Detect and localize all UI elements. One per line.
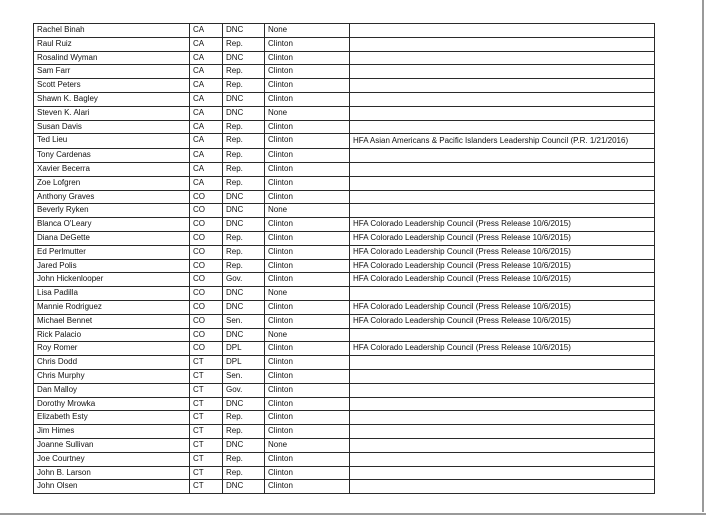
endorsement-cell: Clinton — [265, 273, 350, 287]
state-cell: CO — [190, 314, 223, 328]
role-cell: DPL — [223, 342, 265, 356]
name-cell: Chris Murphy — [34, 369, 190, 383]
role-cell: DNC — [223, 397, 265, 411]
table-row — [34, 204, 655, 218]
state-cell: CA — [190, 92, 223, 106]
endorsement-cell: None — [265, 24, 350, 38]
note-cell — [350, 65, 655, 79]
state-cell: CT — [190, 425, 223, 439]
endorsement-cell: Clinton — [265, 162, 350, 176]
note-cell: HFA Colorado Leadership Council (Press Release 10/6/2015) — [350, 342, 655, 356]
state-cell: CT — [190, 452, 223, 466]
state-cell: CO — [190, 342, 223, 356]
name-cell: Scott Peters — [34, 79, 190, 93]
endorsement-cell: Clinton — [265, 231, 350, 245]
name-cell: Elizabeth Esty — [34, 411, 190, 425]
state-cell: CA — [190, 106, 223, 120]
state-cell: CO — [190, 204, 223, 218]
name-cell: Rachel Binah — [34, 24, 190, 38]
name-cell: Ted Lieu — [34, 134, 190, 149]
note-cell: HFA Colorado Leadership Council (Press Release 10/6/2015) — [350, 259, 655, 273]
table-row — [34, 65, 655, 79]
table-row — [34, 245, 655, 259]
role-cell: DNC — [223, 300, 265, 314]
endorsement-cell: Clinton — [265, 51, 350, 65]
state-cell: CT — [190, 356, 223, 370]
table-row — [34, 356, 655, 370]
table-row — [34, 218, 655, 232]
table-row — [34, 149, 655, 163]
endorsement-cell: None — [265, 204, 350, 218]
state-cell: CO — [190, 245, 223, 259]
note-cell — [350, 149, 655, 163]
note-cell: HFA Asian Americans & Pacific Islanders Leadership Council (P.R. 1/21/2016) — [350, 134, 655, 149]
name-cell: Diana DeGette — [34, 231, 190, 245]
endorsement-cell: Clinton — [265, 176, 350, 190]
role-cell: Rep. — [223, 231, 265, 245]
name-cell: Xavier Becerra — [34, 162, 190, 176]
endorsement-cell: Clinton — [265, 245, 350, 259]
endorsement-cell: Clinton — [265, 300, 350, 314]
state-cell: CO — [190, 287, 223, 301]
endorsement-cell: Clinton — [265, 65, 350, 79]
name-cell: Roy Romer — [34, 342, 190, 356]
table-row — [34, 79, 655, 93]
endorsement-cell: Clinton — [265, 259, 350, 273]
endorsement-cell: Clinton — [265, 218, 350, 232]
table-row — [34, 51, 655, 65]
note-cell: HFA Colorado Leadership Council (Press Release 10/6/2015) — [350, 218, 655, 232]
state-cell: CA — [190, 65, 223, 79]
table-row — [34, 92, 655, 106]
state-cell: CT — [190, 438, 223, 452]
role-cell: DNC — [223, 204, 265, 218]
note-cell — [350, 356, 655, 370]
state-cell: CO — [190, 300, 223, 314]
note-cell — [350, 328, 655, 342]
note-cell — [350, 204, 655, 218]
name-cell: Joanne Sullivan — [34, 438, 190, 452]
name-cell: Beverly Ryken — [34, 204, 190, 218]
role-cell: DNC — [223, 24, 265, 38]
table-row — [34, 162, 655, 176]
name-cell: John B. Larson — [34, 466, 190, 480]
role-cell: Rep. — [223, 149, 265, 163]
role-cell: Rep. — [223, 452, 265, 466]
table-row — [34, 37, 655, 51]
state-cell: CT — [190, 466, 223, 480]
name-cell: Jared Polis — [34, 259, 190, 273]
name-cell: Mannie Rodriguez — [34, 300, 190, 314]
state-cell: CA — [190, 24, 223, 38]
note-cell: HFA Colorado Leadership Council (Press Release 10/6/2015) — [350, 273, 655, 287]
state-cell: CA — [190, 162, 223, 176]
note-cell — [350, 397, 655, 411]
name-cell: Michael Bennet — [34, 314, 190, 328]
role-cell: Rep. — [223, 425, 265, 439]
name-cell: Tony Cardenas — [34, 149, 190, 163]
endorsement-cell: Clinton — [265, 411, 350, 425]
endorsement-cell: Clinton — [265, 356, 350, 370]
endorsement-cell: Clinton — [265, 425, 350, 439]
endorsement-cell: Clinton — [265, 37, 350, 51]
state-cell: CT — [190, 397, 223, 411]
state-cell: CO — [190, 259, 223, 273]
state-cell: CA — [190, 37, 223, 51]
role-cell: DPL — [223, 356, 265, 370]
table-row — [34, 452, 655, 466]
role-cell: DNC — [223, 190, 265, 204]
role-cell: DNC — [223, 218, 265, 232]
table-row — [34, 466, 655, 480]
name-cell: Zoe Lofgren — [34, 176, 190, 190]
name-cell: Chris Dodd — [34, 356, 190, 370]
endorsement-cell: Clinton — [265, 92, 350, 106]
role-cell: Sen. — [223, 314, 265, 328]
state-cell: CT — [190, 369, 223, 383]
note-cell: HFA Colorado Leadership Council (Press Release 10/6/2015) — [350, 245, 655, 259]
name-cell: Joe Courtney — [34, 452, 190, 466]
note-cell — [350, 438, 655, 452]
name-cell: Lisa Padilla — [34, 287, 190, 301]
role-cell: Rep. — [223, 65, 265, 79]
table-row — [34, 369, 655, 383]
note-cell — [350, 452, 655, 466]
note-cell: HFA Colorado Leadership Council (Press Release 10/6/2015) — [350, 314, 655, 328]
note-cell: HFA Colorado Leadership Council (Press Release 10/6/2015) — [350, 300, 655, 314]
name-cell: Jim Himes — [34, 425, 190, 439]
state-cell: CO — [190, 190, 223, 204]
table-row — [34, 134, 655, 149]
note-cell — [350, 24, 655, 38]
state-cell: CO — [190, 328, 223, 342]
table-row — [34, 328, 655, 342]
endorsement-table — [33, 23, 655, 494]
endorsement-cell: Clinton — [265, 369, 350, 383]
role-cell: Rep. — [223, 245, 265, 259]
note-cell — [350, 162, 655, 176]
endorsement-cell: None — [265, 328, 350, 342]
state-cell: CT — [190, 383, 223, 397]
state-cell: CA — [190, 51, 223, 65]
endorsement-cell: Clinton — [265, 342, 350, 356]
role-cell: Rep. — [223, 37, 265, 51]
note-cell — [350, 51, 655, 65]
note-cell — [350, 287, 655, 301]
table-row — [34, 24, 655, 38]
table-row — [34, 287, 655, 301]
name-cell: Ed Perlmutter — [34, 245, 190, 259]
state-cell: CA — [190, 79, 223, 93]
role-cell: Rep. — [223, 176, 265, 190]
state-cell: CT — [190, 480, 223, 494]
note-cell — [350, 37, 655, 51]
endorsement-cell: None — [265, 438, 350, 452]
name-cell: John Olsen — [34, 480, 190, 494]
note-cell — [350, 369, 655, 383]
table-row — [34, 425, 655, 439]
role-cell: Rep. — [223, 411, 265, 425]
role-cell: DNC — [223, 328, 265, 342]
note-cell — [350, 411, 655, 425]
state-cell: CO — [190, 273, 223, 287]
role-cell: Rep. — [223, 79, 265, 93]
name-cell: Dorothy Mrowka — [34, 397, 190, 411]
name-cell: Anthony Graves — [34, 190, 190, 204]
endorsement-cell: Clinton — [265, 120, 350, 134]
state-cell: CT — [190, 411, 223, 425]
name-cell: Rosalind Wyman — [34, 51, 190, 65]
state-cell: CA — [190, 176, 223, 190]
name-cell: Sam Farr — [34, 65, 190, 79]
note-cell — [350, 190, 655, 204]
state-cell: CO — [190, 218, 223, 232]
note-cell — [350, 120, 655, 134]
note-cell: HFA Colorado Leadership Council (Press Release 10/6/2015) — [350, 231, 655, 245]
page-edge-bottom — [0, 513, 706, 515]
table-row — [34, 190, 655, 204]
state-cell: CA — [190, 149, 223, 163]
role-cell: Sen. — [223, 369, 265, 383]
role-cell: DNC — [223, 287, 265, 301]
note-cell — [350, 480, 655, 494]
role-cell: Rep. — [223, 134, 265, 149]
role-cell: DNC — [223, 480, 265, 494]
endorsement-cell: None — [265, 287, 350, 301]
role-cell: Rep. — [223, 259, 265, 273]
table-row — [34, 259, 655, 273]
role-cell: Rep. — [223, 120, 265, 134]
endorsement-table-body — [34, 24, 655, 494]
role-cell: DNC — [223, 51, 265, 65]
role-cell: Gov. — [223, 273, 265, 287]
name-cell: Shawn K. Bagley — [34, 92, 190, 106]
note-cell — [350, 79, 655, 93]
table-row — [34, 314, 655, 328]
note-cell — [350, 106, 655, 120]
endorsement-cell: Clinton — [265, 397, 350, 411]
endorsement-cell: Clinton — [265, 149, 350, 163]
endorsement-cell: Clinton — [265, 134, 350, 149]
name-cell: Steven K. Alari — [34, 106, 190, 120]
table-row — [34, 106, 655, 120]
page-edge-right — [702, 0, 704, 512]
endorsement-cell: Clinton — [265, 190, 350, 204]
state-cell: CA — [190, 120, 223, 134]
endorsement-cell: Clinton — [265, 480, 350, 494]
state-cell: CA — [190, 134, 223, 149]
table-row — [34, 120, 655, 134]
name-cell: Dan Malloy — [34, 383, 190, 397]
table-row — [34, 397, 655, 411]
table-row — [34, 231, 655, 245]
note-cell — [350, 92, 655, 106]
table-row — [34, 300, 655, 314]
role-cell: DNC — [223, 438, 265, 452]
table-row — [34, 411, 655, 425]
endorsement-cell: Clinton — [265, 383, 350, 397]
endorsement-cell: Clinton — [265, 314, 350, 328]
role-cell: Rep. — [223, 466, 265, 480]
role-cell: DNC — [223, 92, 265, 106]
table-row — [34, 176, 655, 190]
note-cell — [350, 176, 655, 190]
name-cell: Blanca O'Leary — [34, 218, 190, 232]
note-cell — [350, 466, 655, 480]
table-row — [34, 438, 655, 452]
name-cell: Raul Ruiz — [34, 37, 190, 51]
endorsement-cell: Clinton — [265, 466, 350, 480]
role-cell: DNC — [223, 106, 265, 120]
table-row — [34, 383, 655, 397]
note-cell — [350, 425, 655, 439]
note-cell — [350, 383, 655, 397]
endorsement-cell: None — [265, 106, 350, 120]
table-row — [34, 480, 655, 494]
name-cell: Rick Palacio — [34, 328, 190, 342]
role-cell: Rep. — [223, 162, 265, 176]
name-cell: John Hickenlooper — [34, 273, 190, 287]
table-row — [34, 273, 655, 287]
name-cell: Susan Davis — [34, 120, 190, 134]
endorsement-cell: Clinton — [265, 79, 350, 93]
table-row — [34, 342, 655, 356]
role-cell: Gov. — [223, 383, 265, 397]
state-cell: CO — [190, 231, 223, 245]
endorsement-cell: Clinton — [265, 452, 350, 466]
